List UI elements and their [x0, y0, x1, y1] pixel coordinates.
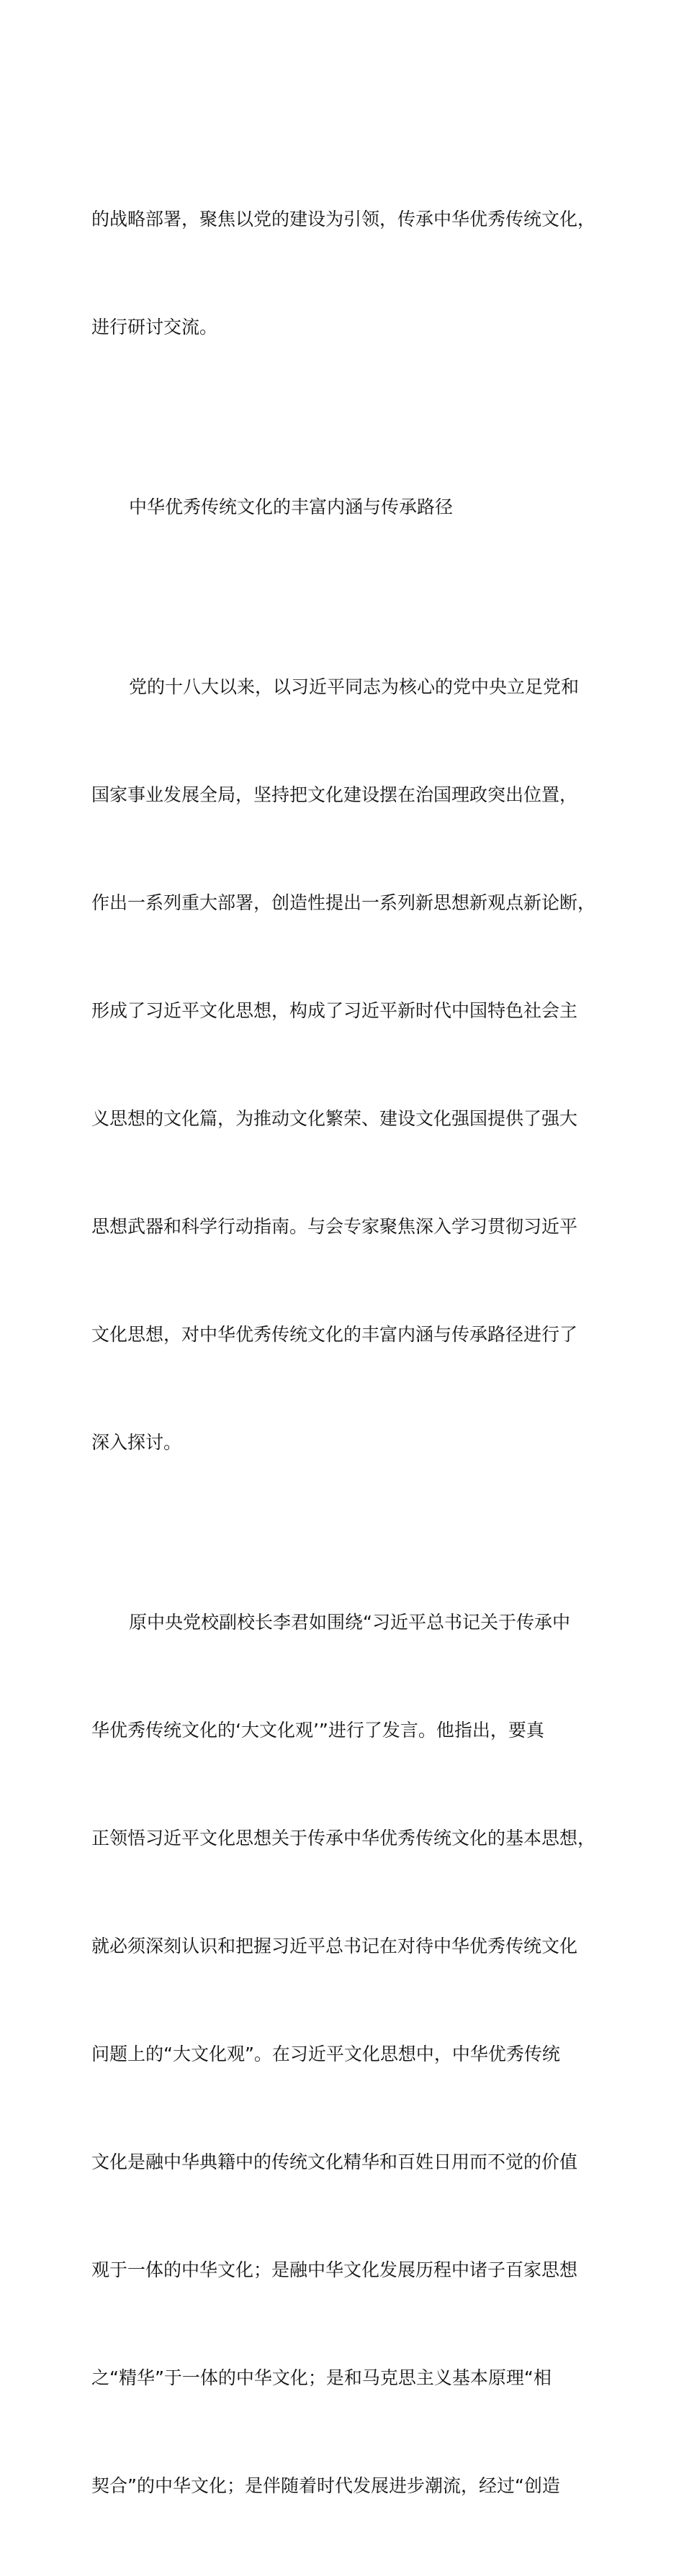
continuation-paragraph: [91, 130, 617, 417]
text-line: 正领悟习近平文化思想关于传承中华优秀传统文化的基本思想，: [91, 1828, 596, 1849]
document-body: [91, 130, 617, 2576]
text-line: 文化是融中华典籍中的传统文化精华和百姓日用而不觉的价值: [91, 2151, 578, 2172]
text-line: 义思想的文化篇，为推动文化繁荣、建设文化强国提供了强大: [91, 1108, 578, 1129]
text-line: 作出一系列重大部署，创造性提出一系列新思想新观点新论断，: [91, 892, 596, 913]
text-line: 原中央党校副校长李君如围绕“习近平总书记关于传承中: [129, 1612, 570, 1633]
text-line: 观于一体的中华文化；是融中华文化发展历程中诸子百家思想: [91, 2259, 578, 2280]
text-line: 问题上的“大文化观”。在习近平文化思想中，中华优秀传统: [91, 2044, 560, 2064]
text-line: 之“精华”于一体的中华文化；是和马克思主义基本原理“相: [91, 2367, 552, 2388]
text-line: 深入探讨。: [91, 1432, 182, 1453]
text-line: 形成了习近平文化思想，构成了习近平新时代中国特色社会主: [91, 1000, 578, 1021]
heading-line: 中华优秀传统文化的丰富内涵与传承路径: [129, 496, 454, 517]
text-line: 契合”的中华文化；是伴随着时代发展进步潮流，经过“创造: [91, 2475, 560, 2496]
text-line: 的战略部署，聚焦以党的建设为引领，传承中华优秀传统文化，: [91, 209, 596, 230]
paragraph-li-junru: [91, 1533, 617, 2576]
text-line: 进行研讨交流。: [91, 317, 218, 337]
text-line: 华优秀传统文化的‘大文化观’”进行了发言。他指出，要真: [91, 1720, 544, 1741]
paragraph-18th-congress: [91, 597, 617, 1533]
text-line: 思想武器和科学行动指南。与会专家聚焦深入学习贯彻习近平: [91, 1216, 578, 1237]
text-line: 党的十八大以来，以习近平同志为核心的党中央立足党和: [129, 676, 580, 697]
section-heading: [91, 417, 617, 597]
text-line: 国家事业发展全局，坚持把文化建设摆在治国理政突出位置，: [91, 784, 578, 805]
text-line: 就必须深刻认识和把握习近平总书记在对待中华优秀传统文化: [91, 1936, 578, 1956]
text-line: 文化思想，对中华优秀传统文化的丰富内涵与传承路径进行了: [91, 1324, 578, 1345]
